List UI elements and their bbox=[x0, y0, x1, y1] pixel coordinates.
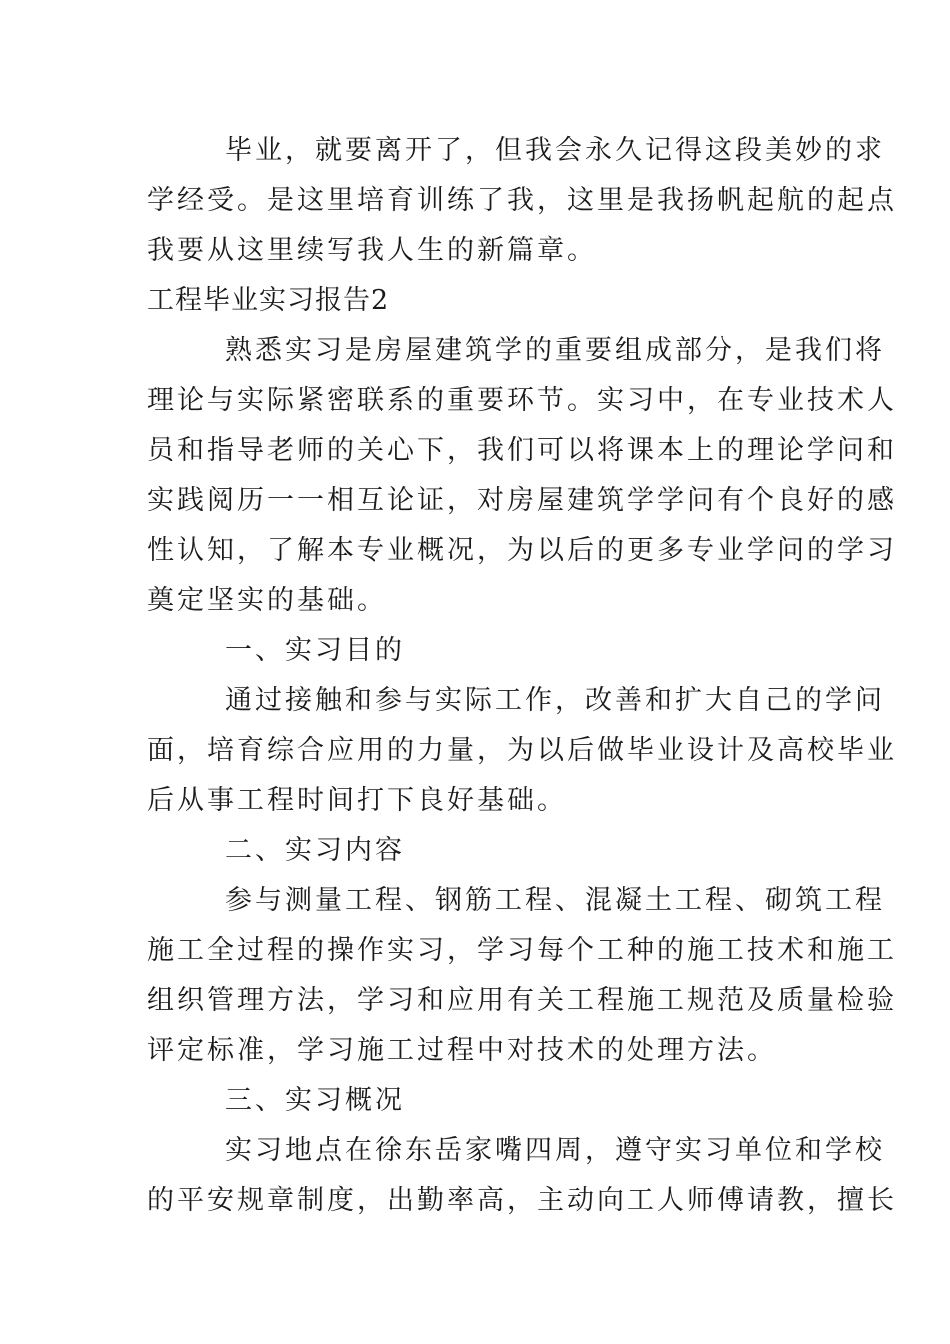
paragraph-line: 评定标准，学习施工过程中对技术的处理方法。 bbox=[147, 1035, 777, 1066]
paragraph-line: 员和指导老师的关心下，我们可以将课本上的理论学问和 bbox=[147, 435, 897, 466]
paragraph-line: 理论与实际紧密联系的重要环节。实习中，在专业技术人 bbox=[147, 385, 897, 416]
section-title: 工程毕业实习报告2 bbox=[147, 285, 390, 316]
paragraph-line: 施工全过程的操作实习，学习每个工种的施工技术和施工 bbox=[147, 935, 897, 966]
paragraph-line: 组织管理方法，学习和应用有关工程施工规范及质量检验 bbox=[147, 985, 897, 1016]
paragraph-line: 参与测量工程、钢筋工程、混凝土工程、砌筑工程 bbox=[225, 885, 885, 916]
subheading: 一、实习目的 bbox=[225, 635, 405, 666]
paragraph-line: 面，培育综合应用的力量，为以后做毕业设计及高校毕业 bbox=[147, 735, 897, 766]
paragraph-line: 性认知，了解本专业概况，为以后的更多专业学问的学习 bbox=[147, 535, 897, 566]
paragraph-line: 毕业，就要离开了，但我会永久记得这段美妙的求 bbox=[225, 135, 885, 166]
paragraph-line: 实践阅历一一相互论证，对房屋建筑学学问有个良好的感 bbox=[147, 485, 897, 516]
paragraph-line: 后从事工程时间打下良好基础。 bbox=[147, 785, 567, 816]
paragraph-line: 我要从这里续写我人生的新篇章。 bbox=[147, 235, 597, 266]
subheading: 二、实习内容 bbox=[225, 835, 405, 866]
subheading: 三、实习概况 bbox=[225, 1085, 405, 1116]
paragraph-line: 学经受。是这里培育训练了我，这里是我扬帆起航的起点 bbox=[147, 185, 897, 216]
paragraph-line: 的平安规章制度，出勤率高，主动向工人师傅请教，擅长 bbox=[147, 1185, 897, 1216]
paragraph-line: 熟悉实习是房屋建筑学的重要组成部分，是我们将 bbox=[225, 335, 885, 366]
paragraph-line: 通过接触和参与实际工作，改善和扩大自己的学问 bbox=[225, 685, 885, 716]
paragraph-line: 实习地点在徐东岳家嘴四周，遵守实习单位和学校 bbox=[225, 1135, 885, 1166]
paragraph-line: 奠定坚实的基础。 bbox=[147, 585, 387, 616]
